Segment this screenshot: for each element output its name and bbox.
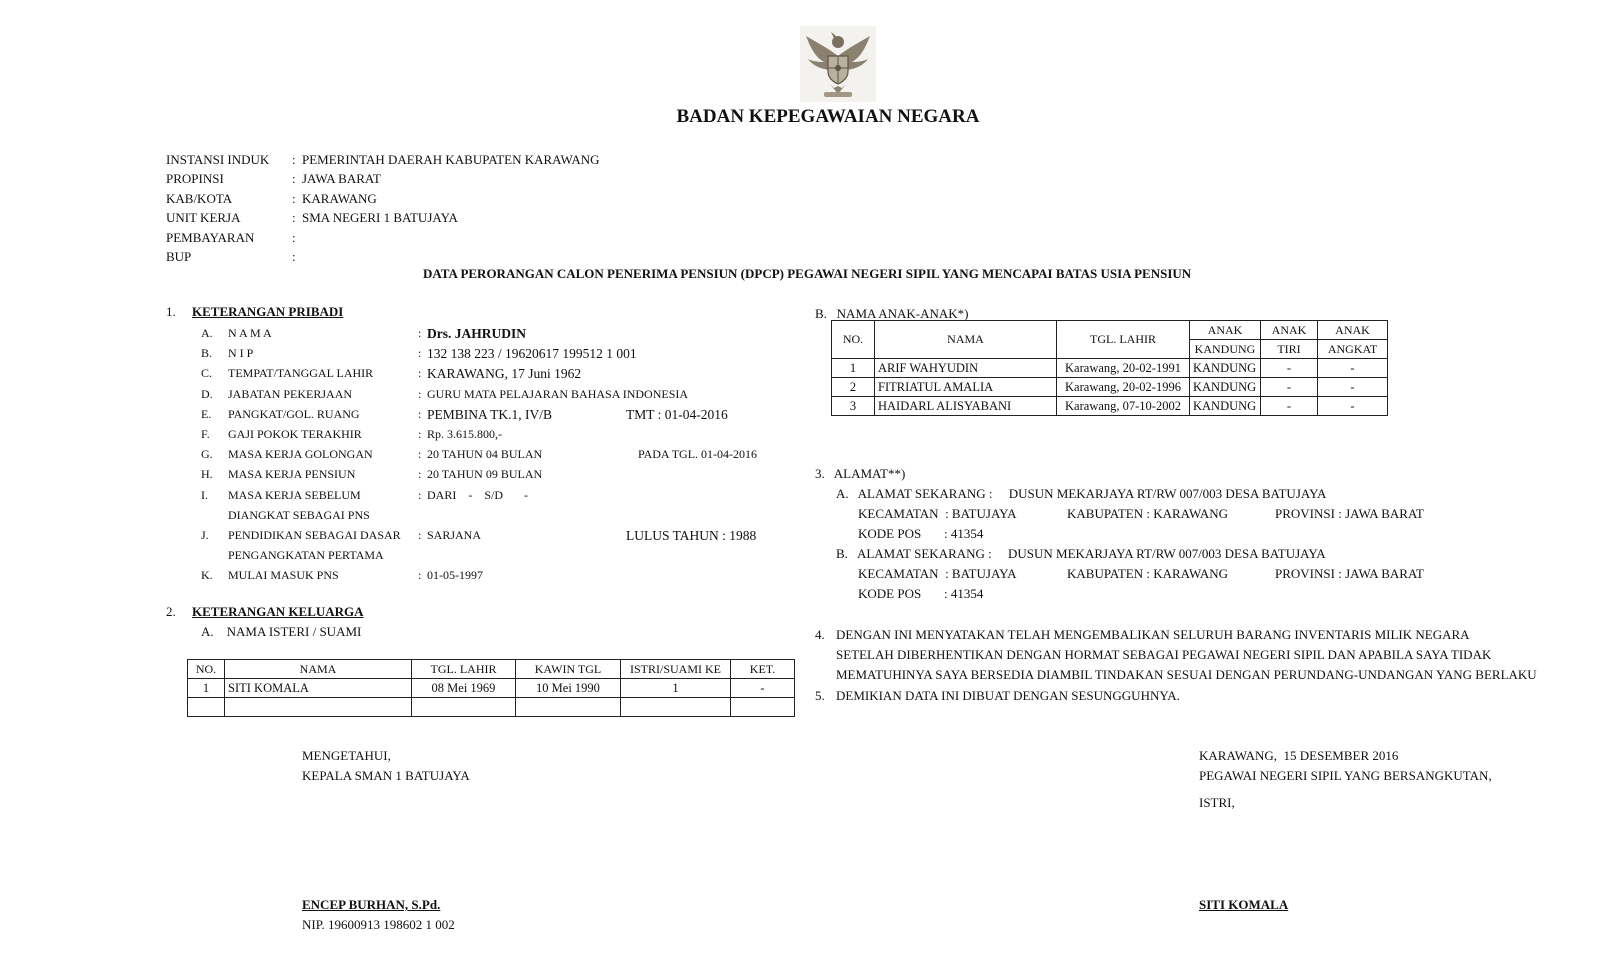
row-letter: J. [201, 528, 209, 542]
row-value: PEMBINA TK.1, IV/B [427, 406, 553, 422]
cell: - [1318, 359, 1388, 378]
colon: : [418, 467, 422, 482]
colon: : [418, 406, 422, 421]
section2-title: KETERANGAN KELUARGA [192, 604, 364, 619]
row-label: PENGANGKATAN PERTAMA [228, 548, 384, 563]
cell: HAIDARL ALISYABANI [875, 397, 1057, 416]
spouse-table-header [188, 660, 795, 679]
row-label: GAJI POKOK TERAKHIR [228, 427, 362, 441]
col-anak-angkat-bot: ANGKAT [1318, 340, 1388, 359]
sig-left-name: ENCEP BURHAN, S.Pd. [302, 897, 441, 912]
spouse-subtitle: A. NAMA ISTERI / SUAMI [201, 624, 362, 639]
col-no: NO. [188, 660, 225, 679]
cell: 3 [832, 397, 875, 416]
alamat-title: 3. ALAMAT**) [815, 466, 906, 481]
cell [188, 698, 225, 717]
row-value: DARI - S/D - [427, 487, 528, 502]
row-value: 20 TAHUN 04 BULAN [427, 447, 543, 462]
col-no: NO. [832, 321, 875, 359]
cell: KANDUNG [1190, 359, 1261, 378]
col-tgl-lahir: TGL. LAHIR [1057, 321, 1190, 359]
cell: SITI KOMALA [225, 679, 412, 698]
row-extra: TMT : 01-04-2016 [626, 406, 728, 422]
row-letter: F. [201, 427, 210, 441]
cell: - [731, 679, 795, 698]
row-letter: E. [201, 406, 212, 421]
row-label: N A M A [228, 326, 272, 340]
cell: - [1261, 359, 1318, 378]
instansi-value: KARAWANG [302, 190, 377, 206]
statement4-line3: MEMATUHINYA SAYA BERSEDIA DIAMBIL TINDAKAN SESUAI DENGAN PERUNDANG-UNDANGAN YANG BERLAKU [836, 667, 1537, 682]
instansi-label: PROPINSI [166, 171, 224, 187]
row-letter: H. [201, 467, 213, 482]
row-label: DIANGKAT SEBAGAI PNS [228, 507, 370, 522]
statement5-number: 5. [815, 688, 825, 703]
colon: : [418, 366, 422, 381]
row-extra: LULUS TAHUN : 1988 [626, 528, 757, 543]
alamat-a-line1: A. ALAMAT SEKARANG : DUSUN MEKARJAYA RT/RW 007/003 DESA BATUJAYA [836, 486, 1327, 501]
colon: : [292, 190, 296, 206]
cell: 2 [832, 378, 875, 397]
instansi-label: UNIT KERJA [166, 210, 241, 226]
row-value: 20 TAHUN 09 BULAN [427, 467, 543, 482]
row-extra: PADA TGL. 01-04-2016 [638, 447, 758, 462]
cell: 1 [188, 679, 225, 698]
row-letter: I. [201, 487, 208, 502]
col-tgl-lahir: TGL. LAHIR [412, 660, 516, 679]
sig-right-line2: PEGAWAI NEGERI SIPIL YANG BERSANGKUTAN, [1199, 768, 1492, 783]
row-label: PENDIDIKAN SEBAGAI DASAR [228, 528, 401, 542]
alamat-a-kecamatan: KECAMATAN : BATUJAYA [858, 506, 1017, 521]
children-title: B. NAMA ANAK-ANAK*) [815, 306, 969, 321]
cell: - [1318, 378, 1388, 397]
row-label: JABATAN PEKERJAAN [228, 386, 353, 401]
alamat-a-provinsi: PROVINSI : JAWA BARAT [1275, 506, 1424, 521]
table-row [832, 397, 1388, 416]
table-row [832, 378, 1388, 397]
table-row [188, 698, 795, 717]
cell: Karawang, 20-02-1991 [1057, 359, 1190, 378]
cell: Karawang, 20-02-1996 [1057, 378, 1190, 397]
colon: : [418, 447, 422, 462]
section1-number: 1. [166, 304, 176, 319]
cell: 08 Mei 1969 [412, 679, 516, 698]
sig-right-line3: ISTRI, [1199, 795, 1235, 810]
instansi-label: INSTANSI INDUK [166, 152, 270, 167]
col-kawin-tgl: KAWIN TGL [516, 660, 621, 679]
instansi-label: BUP [166, 249, 192, 264]
col-nama: NAMA [875, 321, 1057, 359]
row-value: 132 138 223 / 19620617 199512 1 001 [427, 346, 637, 362]
colon: : [418, 528, 422, 542]
section1-title: KETERANGAN PRIBADI [192, 304, 344, 319]
colon: : [292, 171, 296, 187]
instansi-value: JAWA BARAT [302, 171, 381, 187]
cell: FITRIATUL AMALIA [875, 378, 1057, 397]
cell: ARIF WAHYUDIN [875, 359, 1057, 378]
spouse-table [187, 659, 795, 717]
sig-left-line2: KEPALA SMAN 1 BATUJAYA [302, 768, 470, 783]
row-letter: G. [201, 447, 213, 462]
colon: : [418, 427, 422, 441]
cell: Karawang, 07-10-2002 [1057, 397, 1190, 416]
alamat-b-line1: B. ALAMAT SEKARANG : DUSUN MEKARJAYA RT/RW 007/003 DESA BATUJAYA [836, 546, 1326, 561]
statement4-line2: SETELAH DIBERHENTIKAN DENGAN HORMAT SEBAGAI PEGAWAI NEGERI SIPIL DAN APABILA SAYA TIDAK [836, 647, 1492, 662]
children-table [831, 320, 1388, 416]
cell: KANDUNG [1190, 378, 1261, 397]
children-table-header [832, 321, 1388, 340]
row-value: GURU MATA PELAJARAN BAHASA INDONESIA [427, 386, 689, 401]
col-anak-kandung-top: ANAK [1190, 321, 1261, 340]
colon: : [418, 326, 422, 340]
document-title: DATA PERORANGAN CALON PENERIMA PENSIUN (DPCP) PEGAWAI NEGERI SIPIL YANG MENCAPAI BATAS USIA PENSIUN [423, 266, 1192, 281]
col-istri-suami-ke: ISTRI/SUAMI KE [621, 660, 731, 679]
col-anak-tiri-bot: TIRI [1261, 340, 1318, 359]
sig-right-name: SITI KOMALA [1199, 897, 1289, 912]
alamat-a-kodepos: KODE POS : 41354 [858, 526, 984, 541]
row-value: Rp. 3.615.800,- [427, 427, 502, 441]
row-value: 01-05-1997 [427, 568, 483, 583]
cell: 1 [621, 679, 731, 698]
row-letter: C. [201, 366, 213, 381]
colon: : [292, 249, 296, 264]
statement4-line1: DENGAN INI MENYATAKAN TELAH MENGEMBALIKAN SELURUH BARANG INVENTARIS MILIK NEGARA [836, 627, 1470, 642]
row-label: MASA KERJA SEBELUM [228, 487, 361, 502]
row-label: MASA KERJA GOLONGAN [228, 447, 373, 462]
instansi-label: PEMBAYARAN [166, 229, 255, 245]
row-value: SARJANA [427, 528, 482, 542]
agency-title: BADAN KEPEGAWAIAN NEGARA [676, 106, 980, 127]
cell [516, 698, 621, 717]
colon: : [292, 229, 296, 245]
row-letter: B. [201, 346, 213, 361]
col-anak-tiri-top: ANAK [1261, 321, 1318, 340]
colon: : [292, 210, 296, 226]
alamat-b-provinsi: PROVINSI : JAWA BARAT [1275, 566, 1424, 581]
instansi-value: SMA NEGERI 1 BATUJAYA [302, 210, 458, 226]
row-label: MASA KERJA PENSIUN [228, 467, 356, 482]
row-letter: A. [201, 326, 213, 340]
alamat-a-kabupaten: KABUPATEN : KARAWANG [1067, 506, 1228, 521]
row-letter: D. [201, 386, 213, 401]
cell: KANDUNG [1190, 397, 1261, 416]
colon: : [418, 346, 422, 361]
col-ket: KET. [731, 660, 795, 679]
garuda-emblem-icon [800, 26, 876, 102]
sig-right-place-date: KARAWANG, 15 DESEMBER 2016 [1199, 748, 1399, 763]
cell: 10 Mei 1990 [516, 679, 621, 698]
section2-number: 2. [166, 604, 176, 619]
instansi-label: KAB/KOTA [166, 190, 233, 206]
cell [621, 698, 731, 717]
col-anak-kandung-bot: KANDUNG [1190, 340, 1261, 359]
cell [412, 698, 516, 717]
table-row [832, 359, 1388, 378]
sig-left-nip: NIP. 19600913 198602 1 002 [302, 917, 455, 932]
instansi-value: PEMERINTAH DAERAH KABUPATEN KARAWANG [302, 152, 600, 167]
cell [731, 698, 795, 717]
statement5-text: DEMIKIAN DATA INI DIBUAT DENGAN SESUNGGUHNYA. [836, 688, 1180, 703]
col-anak-angkat-top: ANAK [1318, 321, 1388, 340]
cell: 1 [832, 359, 875, 378]
row-label: PANGKAT/GOL. RUANG [228, 406, 360, 421]
col-nama: NAMA [225, 660, 412, 679]
row-letter: K. [201, 568, 213, 583]
sig-left-line1: MENGETAHUI, [302, 748, 391, 763]
row-label: MULAI MASUK PNS [228, 568, 339, 583]
alamat-b-kabupaten: KABUPATEN : KARAWANG [1067, 566, 1228, 581]
cell: - [1261, 378, 1318, 397]
row-label: N I P [228, 346, 254, 361]
statement4-number: 4. [815, 627, 825, 642]
row-label: TEMPAT/TANGGAL LAHIR [228, 366, 374, 381]
alamat-b-kecamatan: KECAMATAN : BATUJAYA [858, 566, 1017, 581]
cell: - [1318, 397, 1388, 416]
colon: : [292, 152, 296, 167]
table-row [188, 679, 795, 698]
colon: : [418, 386, 422, 401]
alamat-b-kodepos: KODE POS : 41354 [858, 586, 984, 601]
colon: : [418, 568, 422, 583]
cell: - [1261, 397, 1318, 416]
colon: : [418, 487, 422, 502]
cell [225, 698, 412, 717]
row-value: KARAWANG, 17 Juni 1962 [427, 366, 582, 382]
row-value: Drs. JAHRUDIN [427, 326, 526, 341]
